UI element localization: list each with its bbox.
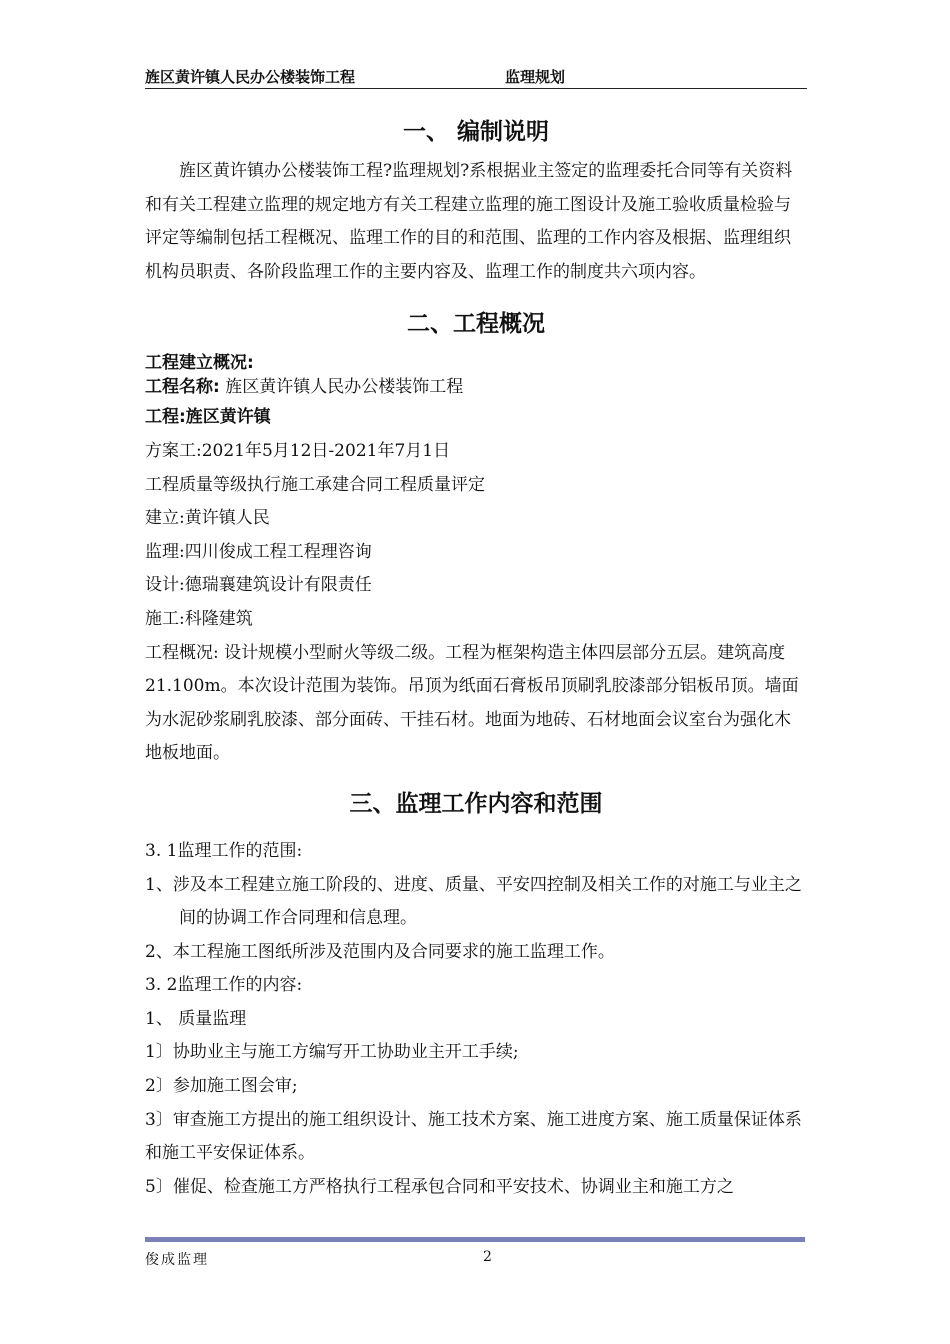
scope-item: 1、涉及本工程建立施工阶段的、进度、质量、平安四控制及相关工作的对施工与业主之间的协调工作合同理和信息理。: [145, 874, 802, 929]
project-overview-subheading: 工程建立概况:: [145, 353, 254, 374]
section-1-paragraph: 旌区黄许镇办公楼装饰工程?监理规划?系根据业主签定的监理委托合同等有关资料和有关工程建立监理的规定地方有关工程建立监理的施工图设计及施工验收质量检验与评定等编制包括工程概况、监理工作的目的和范围、监理的工作内容及根据、监理组织机构员职责、各阶段监理工作的主要内容及、监理工作的制度共六项内容。: [145, 161, 793, 282]
project-supervisor: 监理:四川俊成工程工程理咨询: [145, 541, 372, 562]
section-1-title: 一、 编制说明: [402, 119, 549, 145]
quality-step: 1〕协助业主与施工方编写开工协助业主开工手续;: [145, 1042, 519, 1063]
project-name-label: 工程名称:: [145, 377, 220, 398]
header-doc-title: 监理规划: [505, 68, 566, 86]
section-3-title: 三、监理工作内容和范围: [349, 790, 603, 817]
quality-heading: 1、 质量监理: [145, 1008, 247, 1029]
project-schedule: 方案工:2021年5月12日-2021年7月1日: [145, 440, 451, 461]
quality-step: 5〕催促、检查施工方严格执行工程承包合同和平安技术、协调业主和施工方之: [145, 1176, 734, 1197]
quality-step: 2〕参加施工图会审;: [145, 1076, 298, 1097]
project-location: 工程:旌区黄许镇: [145, 407, 271, 428]
scope-item: 2、本工程施工图纸所涉及范围内及合同要求的施工监理工作。: [145, 941, 615, 962]
scope-heading: 3. 1监理工作的范围:: [145, 840, 303, 861]
section-2-title: 二、工程概况: [407, 311, 545, 338]
project-overview-text: 工程概况: 设计规模小型耐火等级二级。工程为框架构造主体四层部分五层。建筑高度21.100m。本次设计范围为装饰。吊顶为纸面石膏板吊顶刷乳胶漆部分铝板吊顶。墙面为水泥砂浆刷乳胶漆、部分面砖、干挂石材。地面为地砖、石材地面会议室台为强化木地板地面。: [145, 642, 799, 764]
content-heading: 3. 2监理工作的内容:: [145, 975, 303, 996]
project-name-value: 旌区黄许镇人民办公楼装饰工程: [219, 377, 464, 398]
page-number: 2: [483, 1249, 492, 1265]
page-header: [145, 64, 807, 89]
footer-divider: [145, 1237, 805, 1242]
quality-step: 3〕审查施工方提出的施工组织设计、施工技术方案、施工进度方案、施工质量保证体系和施工平安保证体系。: [145, 1109, 802, 1164]
footer-company: 俊成监理: [145, 1252, 209, 1268]
project-quality: 工程质量等级执行施工承建合同工程质量评定: [145, 474, 485, 495]
project-name-line: [145, 373, 807, 401]
project-designer: 设计:德瑞襄建筑设计有限责任: [145, 575, 372, 596]
document-body: [145, 105, 807, 1204]
project-contractor: 施工:科隆建筑: [145, 608, 253, 629]
header-project-title: 旌区黄许镇人民办公楼装饰工程: [145, 68, 356, 86]
project-owner: 建立:黄许镇人民: [145, 508, 270, 529]
